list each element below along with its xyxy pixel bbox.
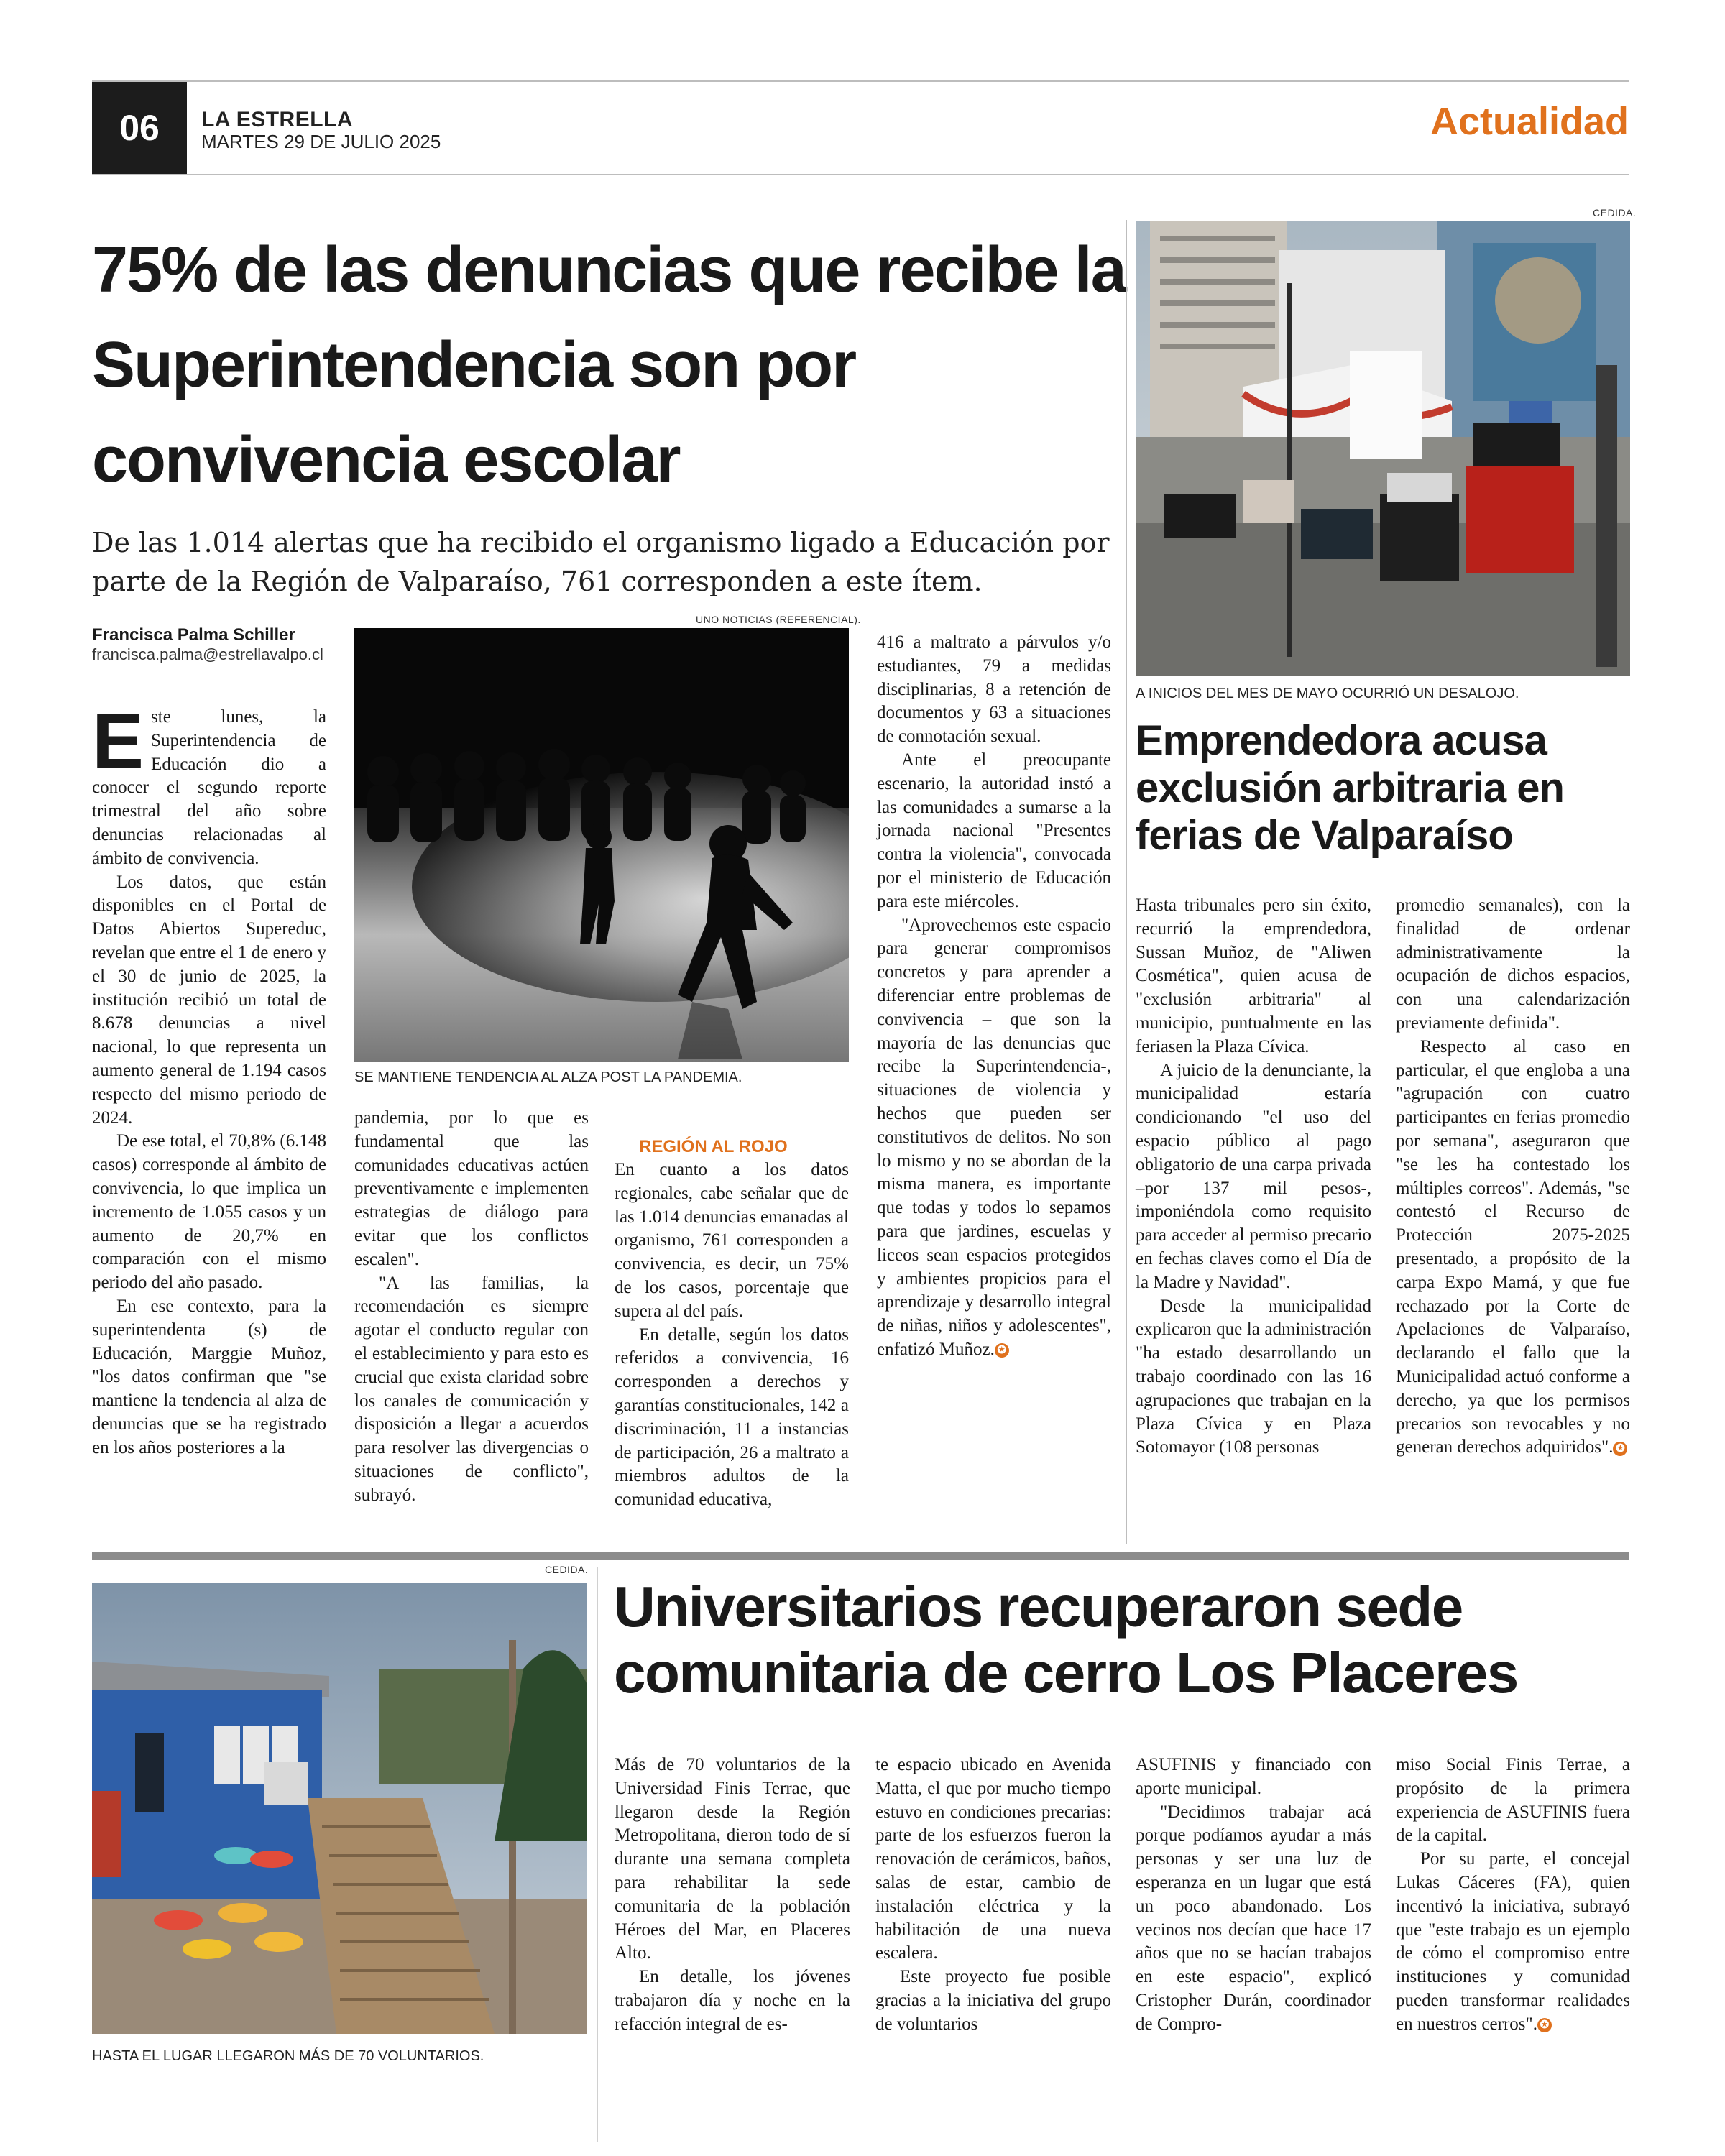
publication-date: MARTES 29 DE JULIO 2025 — [201, 131, 441, 152]
right-headline: Emprendedora acusa exclusión arbitraria en ferias de Valparaíso — [1136, 717, 1564, 859]
column-divider — [1126, 220, 1127, 1544]
students-silhouette-photo — [354, 628, 849, 1062]
main-column-4 — [877, 631, 1111, 1362]
section-divider — [92, 1552, 1629, 1560]
right-column-1 — [1136, 894, 1371, 1460]
photo-credit: CEDIDA. — [545, 1564, 589, 1575]
paragraph: miso Social Finis Terrae, a propósito de la primera experiencia de ASUFINIS fuera de la capital. — [1396, 1755, 1630, 1846]
header-bottom-rule — [92, 174, 1629, 175]
fair-eviction-photo — [1136, 221, 1630, 676]
photo-caption: A INICIOS DEL MES DE MAYO OCURRIÓ UN DESALOJO. — [1136, 686, 1519, 701]
right-column-2 — [1396, 894, 1630, 1460]
dropcap: E — [92, 697, 144, 784]
section-label[interactable]: Actualidad — [1430, 100, 1629, 143]
subhead: REGIÓN AL ROJO — [639, 1137, 788, 1156]
paragraph: te espacio ubicado en Avenida Matta, el que por mucho tiempo estuvo en condiciones precarias: parte de los esfuerzos fueron la renovación de cerámicos, baños, salas de estar, cambio de instalación eléctrica y la habilitación de una nueva escalera. — [875, 1755, 1111, 1963]
header-top-rule — [92, 80, 1629, 82]
end-mark-icon: ✪ — [1613, 1442, 1627, 1456]
paragraph: ASUFINIS y financiado con aporte municipal. — [1136, 1755, 1371, 1798]
author-email[interactable]: francisca.palma@estrellavalpo.cl — [92, 645, 323, 663]
photo-caption: HASTA EL LUGAR LLEGARON MÁS DE 70 VOLUNTARIOS. — [92, 2048, 484, 2064]
bottom-headline: Universitarios recuperaron sede comunitaria de cerro Los Placeres — [614, 1575, 1518, 1705]
paragraph: Más de 70 voluntarios de la Universidad Finis Terrae, que llegaron desde la Región Metropolitana, dieron todo de sí durante una semana completa para rehabilitar la sede comunitaria de la población Héroes del Mar, en Placeres Alto. — [615, 1755, 850, 1963]
paragraph: En detalle, los jóvenes trabajaron día y noche en la refacción integral de es- — [615, 1967, 850, 2034]
paragraph: pandemia, por lo que es fundamental que las comunidades educativas actúen preventivamente e implementen estrategias de diálogo para evitar que los conflictos escalen". — [354, 1108, 589, 1269]
main-column-2 — [354, 1107, 589, 1508]
paragraph: 416 a maltrato a párvulos y/o estudiantes, 79 a medidas disciplinarias, 8 a retención de documentos y 63 a situaciones de connotación sexual. — [877, 632, 1111, 747]
paragraph: Respecto al caso en particular, el que engloba a una "agrupación con cuatro participantes en ferias promedio por semana", aseguraron que "se les ha contestado los múltiples correos". Además, "se contestó el Recurso de Protección 2075-2025 presentado, a propósito de la carpa Expo Mamá, y que fue rechazado por la Corte de Apelaciones de Valparaíso, declarando el fallo que la Municipalidad actuó conforme a derecho, ya que los permisos precarios son revocables y no generan derechos adquiridos". — [1396, 1036, 1630, 1457]
main-column-1 — [92, 697, 326, 1460]
author-name: Francisca Palma Schiller — [92, 625, 295, 645]
paragraph: Los datos, que están disponibles en el Portal de Datos Abiertos Supereduc, revelan que entre el 1 de enero y el 30 de junio de 2025, la institución recibió un total de 8.678 denuncias a nivel nacional, lo que representa un aumento general de 1.194 casos respecto del mismo periodo de 2024. — [92, 872, 326, 1128]
photo-credit: CEDIDA. — [1593, 207, 1637, 218]
photo-credit: UNO NOTICIAS (REFERENCIAL). — [696, 614, 861, 625]
paragraph: "A las familias, la recomendación es siempre agotar el conducto regular con el establecimiento y para esto es crucial que exista claridad sobre los canales de comunicación y disposición a llegar a acuerdos para resolver las divergencias o situaciones de conflicto", subrayó. — [354, 1273, 589, 1505]
paragraph: Por su parte, el concejal Lukas Cáceres (FA), quien incentivó la iniciativa, subrayó que "este trabajo es un ejemplo de cómo el compromiso entre instituciones y comunidad pueden transformar realidades en nuestros cerros". — [1396, 1849, 1630, 2034]
photo-illustration — [354, 628, 849, 1062]
paragraph: A juicio de la denunciante, la municipalidad estaría condicionando "el uso del espacio público al pago obligatorio de una carpa privada –por 137 mil pesos-, imponiéndola como requisito para acceder al permiso precario en fechas claves como el Día de la Madre y Navidad". — [1136, 1060, 1371, 1292]
community-center-photo — [92, 1583, 586, 2034]
end-mark-icon: ✪ — [1537, 2018, 1552, 2032]
paragraph: Ante el preocupante escenario, la autoridad instó a las comunidades a sumarse a la jornada nacional "Presentes contra la violencia", convocada por el ministerio de Educación para este miércoles. — [877, 750, 1111, 911]
paragraph: En ese contexto, para la superintendenta (s) de Educación, Marggie Muñoz, "los datos confirman que "se mantiene la tendencia al alza de denuncias que se ha registrado en los años posteriores a la — [92, 1296, 326, 1457]
photo-caption: SE MANTIENE TENDENCIA AL ALZA POST LA PANDEMIA. — [354, 1069, 742, 1085]
photo-illustration — [1136, 221, 1630, 676]
main-headline: 75% de las denuncias que recibe la Superintendencia son por convivencia escolar — [92, 234, 1126, 496]
publication-name: LA ESTRELLA — [201, 108, 354, 132]
paragraph: promedio semanales), con la finalidad de ordenar administrativamente la ocupación de dichos espacios, con una calendarización previamente definida". — [1396, 895, 1630, 1033]
bottom-column-3 — [1136, 1754, 1371, 2037]
photo-illustration — [92, 1583, 586, 2034]
bottom-column-1 — [615, 1754, 850, 2037]
paragraph: "Aprovechemos este espacio para generar compromisos concretos y para aprender a diferenciar entre problemas de convivencia – que son la mayoría de las denuncias que recibe la Superintendencia-, situaciones de violencia y hechos que pueden ser constitutivos de delitos. No son lo mismo y no se abordan de la misma manera, es importante que todas y todos lo sepamos para que jardines, escuelas y liceos sean espacios protegidos y ambientes propicios para el aprendizaje y desarrollo integral de niñas, niños y adolescentes", enfatizó Muñoz. — [877, 915, 1111, 1359]
column-divider — [597, 1567, 598, 2142]
paragraph: Hasta tribunales pero sin éxito, recurrió la emprendedora, Sussan Muñoz, de "Aliwen Cosmética", quien acusa de "exclusión arbitraria" al municipio, puntualmente en las feriasen la Plaza Cívica. — [1136, 895, 1371, 1056]
bottom-column-4 — [1396, 1754, 1630, 2037]
bottom-column-2 — [875, 1754, 1111, 2037]
main-column-3 — [615, 1133, 849, 1512]
paragraph: En detalle, según los datos referidos a convivencia, 16 corresponden a derechos y garantías constitucionales, 142 a discriminación, 11 a instancias de participación, 26 a maltrato a miembros adultos de la comunidad educativa, — [615, 1325, 849, 1510]
paragraph: ste lunes, la Superintendencia de Educación dio a conocer el segundo reporte trimestral del año sobre denuncias relacionadas al ámbito de convivencia. — [92, 707, 326, 868]
paragraph: "Decidimos trabajar acá porque podíamos ayudar a más personas y ser una luz de esperanza en un lugar que está un poco abandonado. Los vecinos nos decían que hace 17 años que no se hacían trabajos en este espacio", explicó Cristopher Durán, coordinador de Compro- — [1136, 1802, 1371, 2034]
paragraph: Desde la municipalidad explicaron que la administración "ha estado desarrollando un trabajo coordinado con las 16 agrupaciones que trabajan en la Plaza Cívica y en Plaza Sotomayor (108 personas — [1136, 1296, 1371, 1457]
page-number: 06 — [92, 82, 187, 174]
end-mark-icon: ✪ — [995, 1343, 1009, 1358]
paragraph: Este proyecto fue posible gracias a la iniciativa del grupo de voluntarios — [875, 1967, 1111, 2034]
paragraph: En cuanto a los datos regionales, cabe señalar que de las 1.014 denuncias emanadas al organismo, 761 corresponden a convivencia, es decir, un 75% de los casos, porcentaje que supera al del país. — [615, 1160, 849, 1321]
paragraph: De ese total, el 70,8% (6.148 casos) corresponde al ámbito de convivencia, lo que implica un incremento de 1.055 casos y un aumento de 20,7% en comparación con el mismo periodo del año pasado. — [92, 1131, 326, 1293]
main-deck: De las 1.014 alertas que ha recibido el organismo ligado a Educación por parte de la Región de Valparaíso, 761 corresponden a este ítem. — [92, 527, 1110, 597]
